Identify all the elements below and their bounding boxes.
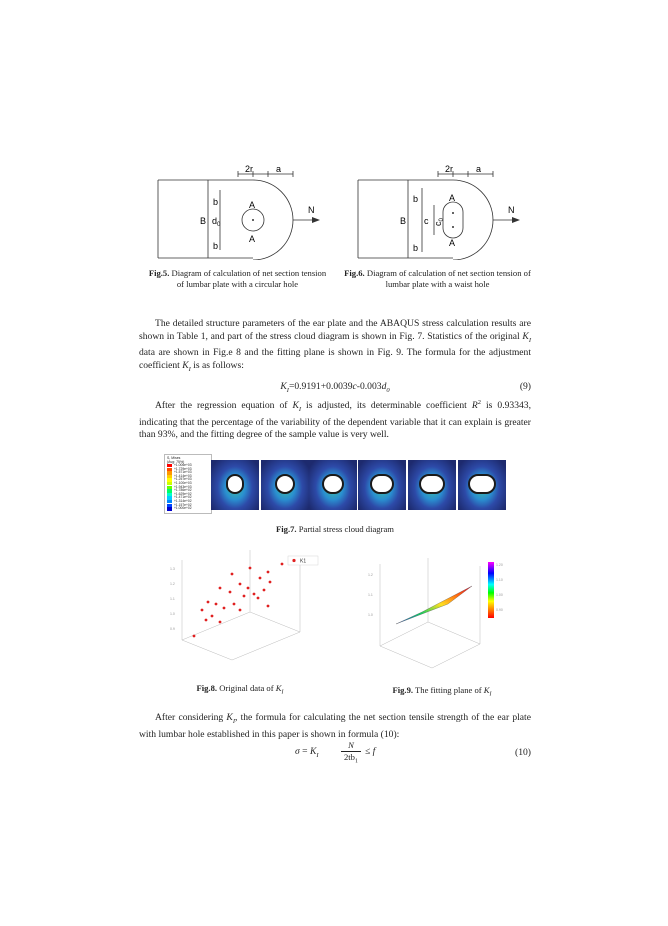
stress-panel-hole (419, 474, 445, 494)
fig5-label-d0: $d_0$ (212, 216, 221, 228)
stress-panel-1 (211, 460, 259, 510)
fig6-label-b-top: b (413, 194, 419, 204)
fig7-legend-value: +1.786e+02 (174, 488, 192, 493)
fig6-label-c: c (424, 216, 429, 226)
fig6-caption: Fig.6. Diagram of calculation of net section tension of lumbar plate with a waist hole (344, 268, 531, 289)
stress-panel-hole (275, 474, 295, 494)
fig8-scatter-plot (160, 550, 320, 675)
fig6-label-N: N (508, 205, 515, 215)
svg-text:1.00: 1.00 (496, 593, 503, 597)
fig7-legend-value: +1.571e+03 (174, 470, 192, 475)
fig7-legend-value: +1.629e+02 (174, 491, 192, 496)
fig5-label-a: a (276, 164, 282, 174)
fig8-points (193, 563, 284, 638)
fig7-caption: Fig.7. Partial stress cloud diagram (276, 524, 394, 534)
fig7-legend-value: +1.471e+02 (174, 495, 192, 500)
fig6-label-b-bottom: b (413, 243, 419, 253)
fig7-legend-value: +1.000e+02 (174, 506, 192, 511)
fig6-diagram (350, 160, 530, 260)
stress-panel-hole (468, 474, 496, 494)
fig6-label-c0: $c_0$ (433, 218, 445, 226)
stress-panel-3 (309, 460, 357, 510)
fig6-label-A-bottom: A (449, 238, 456, 248)
svg-text:0.90: 0.90 (496, 608, 503, 612)
fig7-legend-value: +1.006e+03 (174, 463, 192, 467)
stress-panel-2 (261, 460, 309, 510)
svg-text:1.1: 1.1 (368, 593, 373, 597)
fig5-label-b-bottom: b (213, 241, 219, 251)
svg-text:1.0: 1.0 (368, 613, 373, 617)
fig6-label-2r: 2r (445, 164, 454, 174)
fig6-label-A-top: A (449, 193, 456, 203)
fig5-label-b-top: b (213, 197, 219, 207)
stress-panel-hole (322, 474, 344, 494)
fig6-label-B: B (400, 216, 407, 226)
svg-text:1.3: 1.3 (170, 567, 175, 571)
fig8-caption: Fig.8. Original data of $K_I$ (196, 683, 284, 696)
fig7-legend-row (167, 507, 211, 511)
fig5-label-A-bottom: A (249, 234, 256, 244)
paragraph-3: After considering $K_I$, the formula for calculating the net section tensile strength of the ear plate with lumbar hole established in this paper is shown in formula (10): (139, 712, 531, 740)
svg-text:1.2: 1.2 (170, 582, 175, 586)
svg-text:0.9: 0.9 (170, 627, 175, 631)
stress-panel-hole (226, 474, 244, 494)
fig7-legend-value: +1.943e+03 (174, 484, 192, 489)
fig7-legend-value: +1.414e+03 (174, 473, 192, 478)
fig7-legend-value: +1.729e+03 (174, 466, 192, 471)
stress-panel-5 (408, 460, 456, 510)
paragraph-1: The detailed structure parameters of the ear plate and the ABAQUS stress calculation results are shown in Table 1, and part of the stress cloud diagram is shown in Fig. 7. Statistics of the original $K_I$ data are shown in Fig.e 8 and the fitting plane is shown in Fig. 9. The formula for the adjustment coefficient $K_I$ is as follows: (139, 318, 531, 373)
equation-10: $\sigma = K_I$ N $2tb_1$ ≤ f (10) (295, 740, 531, 765)
fig7-legend-value: +1.157e+02 (174, 502, 192, 507)
equation-9-number: (9) (519, 381, 531, 392)
svg-text:1.2: 1.2 (368, 573, 373, 577)
fig5-label-N: N (308, 205, 315, 215)
fig7-legend-title: S, Mises (Avg: 75%) (167, 456, 185, 464)
fig7-legend-swatch (167, 507, 172, 510)
fig7-legend-value: +1.314e+02 (174, 498, 192, 503)
svg-text:1.0: 1.0 (170, 612, 175, 616)
fig9-surface-plot (362, 556, 522, 681)
fig5-label-A-top: A (249, 200, 256, 210)
stress-panel-6 (458, 460, 506, 510)
stress-panel-4 (358, 460, 406, 510)
fig5-label-2r: 2r (245, 164, 254, 174)
svg-text:1.20: 1.20 (496, 563, 503, 567)
fig7-legend-value: +1.100e+03 (174, 480, 192, 485)
svg-text:1.1: 1.1 (170, 597, 175, 601)
fig5-diagram (150, 160, 330, 260)
fig6-label-a: a (476, 164, 482, 174)
fig7-legend-box (164, 454, 212, 514)
stress-panel-hole (370, 474, 394, 494)
equation-9: $K_I=0.9191+0.0039c-0.003d_0$ (9) (280, 381, 531, 394)
paragraph-2: After the regression equation of $K_I$ is adjusted, its determinable coefficient $R^2$ is 0.93343, indicating that the percentage of the variability of the dependent variable that it can explain is greater than 93%, and the fitting degree of the sample value is very well. (139, 399, 531, 441)
fig8-legend: K1 (300, 558, 307, 565)
svg-text:1.10: 1.10 (496, 578, 503, 582)
fig9-caption: Fig.9. The fitting plane of $K_I$ (392, 685, 492, 698)
fig5-caption: Fig.5. Diagram of calculation of net section tension of lumbar plate with a circular hole (148, 268, 327, 289)
fig5-label-B: B (200, 216, 207, 226)
fig7-legend-value: +1.257e+03 (174, 477, 192, 482)
equation-10-number: (10) (515, 747, 531, 758)
